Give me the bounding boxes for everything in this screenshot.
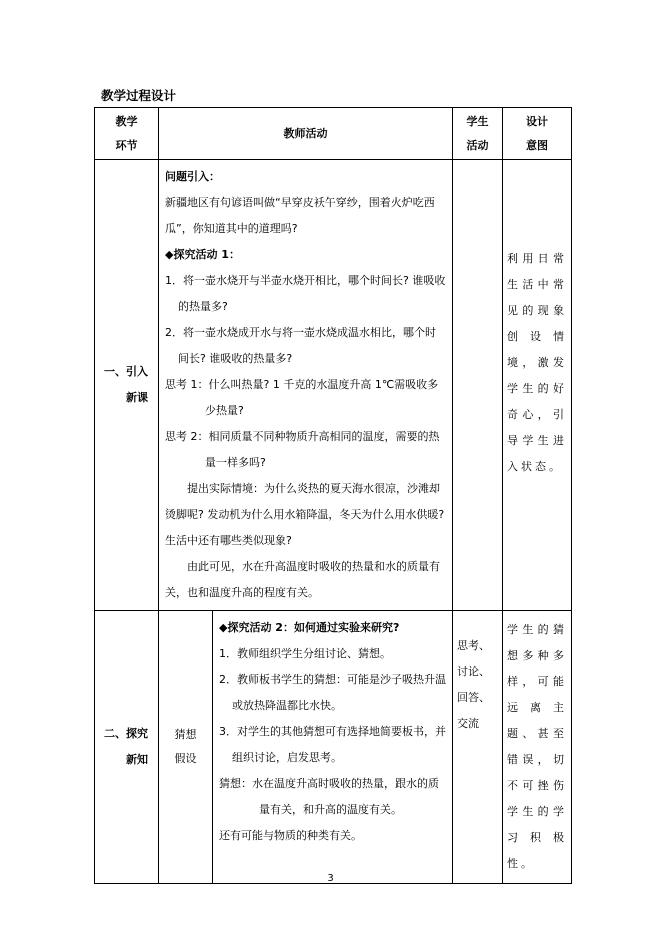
activity1-label: ◆探究活动 1：: [165, 248, 240, 261]
header-student-activity: 学生 活动: [453, 108, 503, 160]
think-2: 思考 2：相同质量不同种物质升高相同的温度，需要的热量一样多吗?: [165, 430, 440, 469]
header-teaching-stage: 教学 环节: [95, 108, 159, 160]
activity2-label: ◆探究活动 2：如何通过实验来研究?: [219, 621, 400, 634]
conclusion: 由此可见，水在升高温度时吸收的热量和水的质量有关，也和温度升高的程度有关。: [165, 560, 440, 599]
section1-title: 一、引入 新课: [95, 160, 159, 611]
activity2-item-1: 1．教师组织学生分组讨论、猜想。: [219, 647, 391, 660]
hypothesis: 猜想：水在温度升高时吸收的热量，跟水的质量有关，和升高的温度有关。: [219, 777, 439, 816]
section1-teacher-activity: [159, 160, 453, 611]
section1-student-activity: [453, 160, 503, 611]
real-scenario: 提出实际情境：为什么炎热的夏天海水很凉，沙滩却烫脚呢? 发动机为什么用水箱降温，冬天为什么用水供暖? 生活中还有哪些类似现象?: [165, 482, 445, 547]
proverb-text: 新疆地区有句谚语叫做“早穿皮袄午穿纱，围着火炉吃西瓜”，你知道其中的道理吗?: [165, 196, 435, 235]
activity1-item-2: 2．将一壶水烧成开水与将一壶水烧成温水相比，哪个时间长? 谁吸收的热量多?: [165, 326, 436, 365]
section2-sub-label: 猜想 假设: [159, 611, 213, 884]
page-heading: 教学过程设计: [101, 88, 177, 103]
section2-teacher-activity: [213, 611, 453, 884]
section2-student-activity: 思考、 讨论、 回答、 交流: [453, 611, 503, 884]
page-number: 3: [327, 873, 334, 884]
header-teacher-activity: 教师活动: [159, 108, 453, 160]
section2-design-intent: 学生的猜想多种多样，可能远离主题、甚至错误，切不可挫伤学生的学习积极性。: [503, 611, 572, 884]
lesson-plan-table: [94, 107, 572, 884]
header-design-intent: 设计 意图: [503, 108, 572, 160]
section2-row: [95, 611, 572, 884]
think-1: 思考 1：什么叫热量? 1 千克的水温度升高 1℃需吸收多少热量?: [165, 378, 439, 417]
activity2-item-3: 3．对学生的其他猜想可有选择地简要板书，并组织讨论，启发思考。: [219, 725, 446, 764]
problem-intro-label: 问题引入：: [165, 170, 220, 183]
activity1-item-1: 1．将一壶水烧开与半壶水烧开相比，哪个时间长? 谁吸收的热量多?: [165, 274, 446, 313]
hypothesis-extra: 还有可能与物质的种类有关。: [219, 829, 362, 842]
section2-title: 二、探究 新知: [95, 611, 159, 884]
activity2-item-2: 2．教师板书学生的猜想：可能是沙子吸热升温或放热降温都比水快。: [219, 673, 446, 712]
section1-design-intent: 利用日常生活中常见的现象创设情境，激发学生的好奇心，引导学生进入状态。: [503, 160, 572, 611]
section1-row: [95, 160, 572, 611]
table-header-row: [95, 108, 572, 160]
